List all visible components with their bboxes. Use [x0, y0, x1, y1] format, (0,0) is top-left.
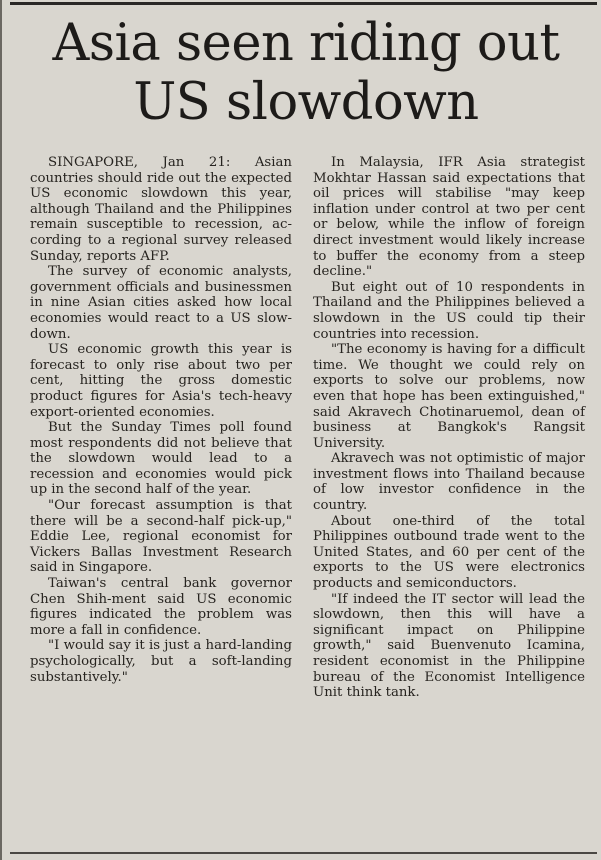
- paragraph: "Our forecast assumption is that there will be a second-half pick-up," Eddie Lee, regional economist for Vickers Ballas Investment Research said in Singapore.: [30, 498, 292, 576]
- paragraph: "If indeed the IT sector will lead the slowdown, then this will have a significant impact on Philippine growth," said Buenvenuto Icamina, resident economist in the Philippine bureau of the Economist Intelligence Unit think tank.: [313, 591, 585, 701]
- paragraph: But the Sunday Times poll found most respondents did not believe that the slowdown would lead to a recession and economies would pick up in the second half of the year.: [30, 420, 292, 498]
- headline-line-2: US slowdown: [133, 73, 479, 132]
- paragraph: SINGAPORE, Jan 21: Asian countries should ride out the expected US economic slowdown this year, although Thailand and the Philippines remain susceptible to recession, according to a regional survey released Sunday, reports AFP.: [30, 155, 292, 264]
- paragraph: The survey of economic analysts, government officials and businessmen in nine Asian cities asked how local economies would react to a US slowdown.: [30, 264, 292, 342]
- paragraph: In Malaysia, IFR Asia strategist Mokhtar Hassan said expectations that oil prices will stabilise "may keep inflation under control at two per cent or below, while the inflow of foreign direct investment would likely increase to buffer the economy from a steep decline.": [313, 155, 585, 280]
- left-column: [30, 155, 292, 685]
- paragraph: US economic growth this year is forecast to only rise about two per cent, hitting the gross domestic product figures for Asia's tech-heavy export-oriented economies.: [30, 342, 292, 420]
- paragraph: Akravech was not optimistic of major investment flows into Thailand because of low investor confidence in the country.: [313, 451, 585, 514]
- top-rule: [10, 2, 597, 5]
- paragraph: About one-third of the total Philippines outbound trade went to the United States, and 60 per cent of the exports to the US were electronics products and semiconductors.: [313, 513, 585, 592]
- paragraph: Taiwan's central bank governor Chen Shih-ment said US economic figures indicated the problem was more a fall in confidence.: [30, 576, 292, 638]
- headline: [16, 14, 596, 132]
- paragraph: "I would say it is just a hard-landing psychologically, but a soft-landing substantively.": [30, 638, 292, 685]
- headline-line-1: Asia seen riding out: [52, 14, 560, 73]
- bottom-rule: [10, 852, 597, 854]
- paragraph: But eight out of 10 respondents in Thailand and the Philippines believed a slowdown in the US could tip their countries into recession.: [313, 279, 585, 342]
- right-column: [313, 155, 585, 701]
- paragraph: "The economy is having for a difficult time. We thought we could rely on exports to solve our problems, now even that hope has been extinguished," said Akravech Chotinaruemol, dean of business at Bangkok's Rangsit University.: [313, 342, 585, 451]
